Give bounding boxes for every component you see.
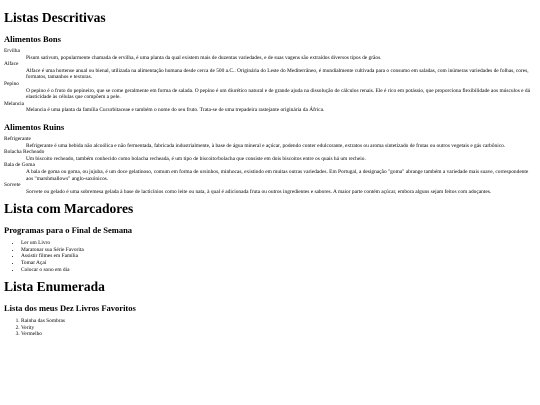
subheading-weekend-programs: Programas para o Final de Semana — [4, 225, 133, 236]
term-ervilha: Ervilha — [4, 48, 20, 54]
term-alface: Alface — [4, 61, 19, 68]
list-item: 2. Verity — [21, 325, 536, 332]
definition-bolacha-recheado: Um biscoito recheado, também conhecido como bolacha recheada, é um tipo de biscoito/bolacha que consiste em dois biscoitos entre os quais há um recheio. — [26, 155, 366, 162]
definition-refrigerante: Refrigerante é uma bebida não alcoólica e não fermentada, fabricada industrialmente, à base de água mineral e açúcar, podendo conter edulcorante, extratos ou aroma sintetizado de frutas ou outros vegetais e gás carbônico. — [26, 142, 506, 149]
term-bolacha-recheado: Bolacha Recheado — [4, 149, 45, 156]
term-refrigerante: Refrigerante — [4, 135, 31, 142]
section-title-descriptive-lists: Listas Descritivas — [4, 10, 106, 25]
subheading-good-foods: Alimentos Bons — [4, 34, 61, 44]
list-item: • Tomar Açaí — [21, 260, 536, 267]
definition-bala-de-goma: A bala de goma ou goma, ou jujuba, é um doce gelatinoso, comum em forma de ursinhos, minhocas, existindo em muitas outras variedades. Em Portugal, a designação "goma" abrange também a variedade mais suave, correspondente aos "marshmallows" anglo-saxónicos. — [26, 168, 529, 182]
section-title-bullet-list: Lista com Marcadores — [4, 201, 134, 217]
subheading-bad-foods: Alimentos Ruins — [4, 121, 65, 132]
list-item: 1. Rainha das Sombras — [21, 318, 536, 325]
term-pepino: Pepino — [4, 80, 19, 87]
definition-list-bad-foods — [4, 136, 536, 195]
list-item: 3. Vermelho — [21, 331, 536, 338]
definition-melancia: Melancia é uma planta da família Cucurbitaceae e também o nome do seu fruto. Trata-se de uma trepadeira rastejante originária da África. — [26, 107, 325, 114]
term-sorvete: Sorvete — [4, 182, 21, 189]
section-title-numbered-list: Lista Enumerada — [4, 279, 105, 295]
definition-alface: Alface é uma hortense anual ou bienal, utilizada na alimentação humana desde cerca de 500 a.C.. Originária do Leste do Mediterrâneo, é mundialmente cultivada para o consumo em saladas, com inúmeras variedades de folhas, cores, formatos, tamanhos e texturas. — [26, 67, 529, 81]
bullet-list-weekend — [4, 240, 536, 273]
list-item: • Colocar o sono em dia — [21, 267, 536, 274]
definition-sorvete: Sorvete ou gelado é uma sobremesa gelada à base de lacticínios como leite ou nata, à qual é adicionada fruta ou outros ingredientes e sabores. A maior parte contém açúcar, embora alguns sejam feitos com adoçantes. — [26, 188, 492, 195]
subheading-favorite-books: Lista dos meus Dez Livros Favoritos — [4, 303, 136, 314]
list-item: • Maratonar sua Série Favorita — [21, 247, 536, 254]
definition-list-good-foods — [4, 48, 536, 114]
term-bala-de-goma: Bala de Goma — [4, 162, 35, 169]
term-melancia: Melancia — [4, 100, 25, 107]
definition-ervilha: Pisum sativum, popularmente chamada de ervilha, é uma planta da qual existem mais de duzentas variedades, e de suas vagens são extraídos diversos tipos de grãos. — [26, 54, 382, 61]
list-item: • Ler um Livro — [21, 240, 536, 247]
list-item: • Assistir filmes em Família — [21, 253, 536, 260]
definition-pepino: O pepino é o fruto do pepineiro, que se come geralmente em forma de salada. O pepino é um diurético natural e de grande ajuda na dissolução de cálculos renais. Ele é rico em potássio, que proporciona flexibilidade aos músculos e dá elasticidade às células que compõem a pele. — [26, 87, 531, 101]
numbered-list-books — [4, 318, 536, 338]
